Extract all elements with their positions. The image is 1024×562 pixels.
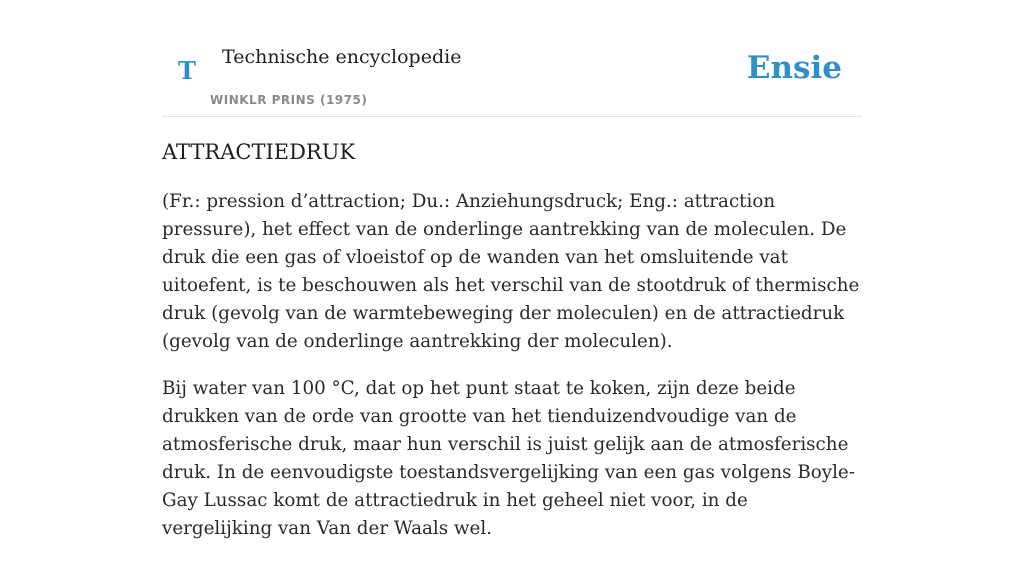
ensie-logo[interactable]: Ensie <box>746 50 842 86</box>
category-icon: T <box>178 56 196 85</box>
paragraph: (Fr.: pression d’attraction; Du.: Anziehungsdruck; Eng.: attraction pressure), het effect van de onderlinge aantrekking van de moleculen. De druk die een gas of vloeistof op de wanden van het omsluitende vat uitoefent, is te beschouwen als het verschil van de stootdruk of thermische druk (gevolg van de warmtebeweging der moleculen) en de attractiedruk (gevolg van de onderlinge aantrekking der moleculen). <box>162 191 860 352</box>
header <box>162 30 862 117</box>
headword: ATTRACTIEDRUK <box>162 140 356 164</box>
category-title[interactable]: Technische encyclopedie <box>222 46 462 68</box>
paragraph: Bij water van 100 °C, dat op het punt staat te koken, zijn deze beide drukken van de orde van grootte van het tienduizendvoudige van de atmosferische druk, maar hun verschil is juist gelijk aan de atmosferische druk. In de eenvoudigste toestandsvergelijking van een gas volgens Boyle-Gay Lussac komt de attractiedruk in het geheel niet voor, in de vergelijking van Van der Waals wel. <box>162 378 855 539</box>
source-label: WINKLR PRINS (1975) <box>210 93 368 107</box>
article <box>162 140 862 562</box>
